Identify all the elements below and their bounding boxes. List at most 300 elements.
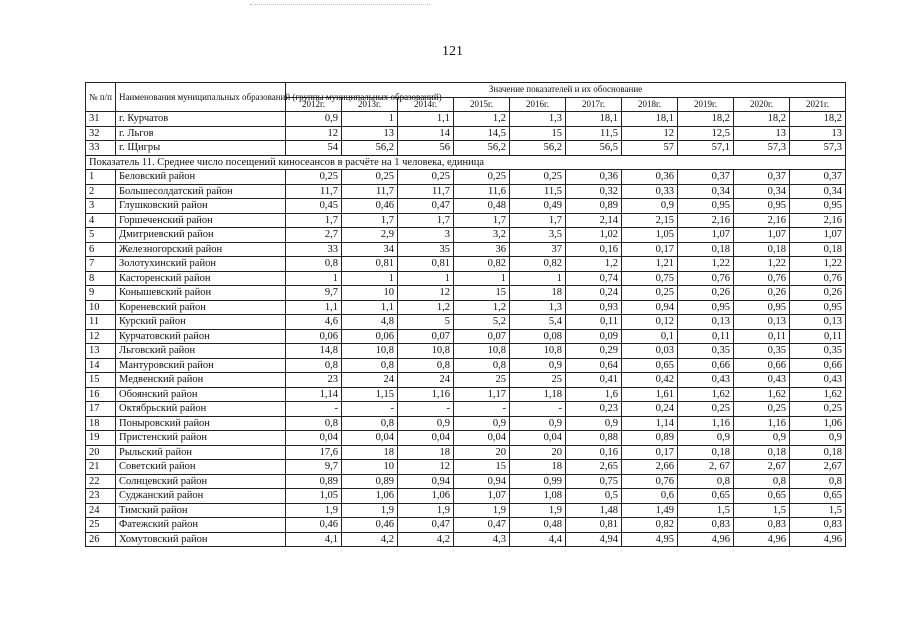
indicator-value: 1,9 <box>342 503 398 518</box>
indicator-value: 2,15 <box>622 213 678 228</box>
table-body <box>86 112 846 547</box>
indicator-value: 0,95 <box>678 199 734 214</box>
indicator-value: 11,5 <box>566 126 622 141</box>
indicator-value: 0,6 <box>622 489 678 504</box>
indicator-value: 2,9 <box>342 228 398 243</box>
indicator-value: 11,7 <box>286 184 342 199</box>
indicator-value: 1,06 <box>342 489 398 504</box>
indicator-value: 57 <box>622 141 678 156</box>
indicator-value: 0,06 <box>342 329 398 344</box>
indicator-value: 0,8 <box>734 474 790 489</box>
indicator-value: 10,8 <box>342 344 398 359</box>
indicator-value: 0,81 <box>398 257 454 272</box>
row-number: 22 <box>86 474 116 489</box>
table-row <box>86 242 846 257</box>
indicator-value: 2,14 <box>566 213 622 228</box>
indicator-value: 3 <box>398 228 454 243</box>
indicator-value: 23 <box>286 373 342 388</box>
indicator-value: 0,13 <box>678 315 734 330</box>
indicator-value: 14,5 <box>454 126 510 141</box>
indicator-value: 0,8 <box>286 358 342 373</box>
indicator-value: 0,89 <box>342 474 398 489</box>
indicator-value: 0,18 <box>678 445 734 460</box>
indicator-value: 2,7 <box>286 228 342 243</box>
indicator-value: 3,2 <box>454 228 510 243</box>
indicator-value: 1,9 <box>510 503 566 518</box>
row-number: 15 <box>86 373 116 388</box>
indicator-value: 2,67 <box>790 460 846 475</box>
municipality-name: Курчатовский район <box>116 329 286 344</box>
indicator-value: 1,2 <box>398 300 454 315</box>
indicator-value: 11,7 <box>398 184 454 199</box>
municipality-name: Суджанский район <box>116 489 286 504</box>
indicator-value: 4,8 <box>342 315 398 330</box>
table-row <box>86 518 846 533</box>
page-number: 121 <box>442 44 463 59</box>
indicator-value: 1,7 <box>286 213 342 228</box>
indicator-value: 0,24 <box>566 286 622 301</box>
indicator-value: 15 <box>510 126 566 141</box>
municipality-name: Большесолдатский район <box>116 184 286 199</box>
municipality-name: Советский район <box>116 460 286 475</box>
indicator-value: 2,16 <box>734 213 790 228</box>
indicator-value: 1,9 <box>398 503 454 518</box>
indicator-value: 0,9 <box>566 416 622 431</box>
indicator-value: 1,5 <box>790 503 846 518</box>
row-number: 31 <box>86 112 116 127</box>
table-row <box>86 402 846 417</box>
municipality-name: Солнцевский район <box>116 474 286 489</box>
indicator-value: 4,2 <box>398 532 454 547</box>
municipality-name: Касторенский район <box>116 271 286 286</box>
table-row <box>86 387 846 402</box>
indicator-value: 0,95 <box>790 300 846 315</box>
municipality-name: Беловский район <box>116 170 286 185</box>
indicator-value: 1,17 <box>454 387 510 402</box>
table-row <box>86 271 846 286</box>
indicator-value: 0,9 <box>622 199 678 214</box>
indicator-value: 10,8 <box>454 344 510 359</box>
indicator-value: 1,62 <box>678 387 734 402</box>
indicator-value: 1,62 <box>790 387 846 402</box>
row-number: 25 <box>86 518 116 533</box>
indicator-value: 0,76 <box>790 271 846 286</box>
indicator-value: 1,7 <box>342 213 398 228</box>
municipality-name: Поныровский район <box>116 416 286 431</box>
municipality-name: Пристенский район <box>116 431 286 446</box>
municipality-name: г. Курчатов <box>116 112 286 127</box>
table-row <box>86 112 846 127</box>
indicator-value: 1,02 <box>566 228 622 243</box>
table-row <box>86 373 846 388</box>
indicator-value: 0,74 <box>566 271 622 286</box>
section-row <box>86 155 846 170</box>
table-row <box>86 199 846 214</box>
indicator-value: 0,9 <box>790 431 846 446</box>
indicator-value: 1,3 <box>510 112 566 127</box>
indicator-value: 0,76 <box>678 271 734 286</box>
indicator-value: 1,16 <box>678 416 734 431</box>
indicator-value: 0,89 <box>286 474 342 489</box>
indicator-value: 0,04 <box>510 431 566 446</box>
indicator-value: 33 <box>286 242 342 257</box>
scan-artifact-line <box>250 4 430 5</box>
indicator-value: 0,8 <box>454 358 510 373</box>
municipality-name: Глушковский район <box>116 199 286 214</box>
indicator-value: - <box>286 402 342 417</box>
header-year: 2020г. <box>734 97 790 112</box>
indicator-value: 0,82 <box>510 257 566 272</box>
indicator-value: 0,06 <box>286 329 342 344</box>
indicator-value: 0,81 <box>566 518 622 533</box>
indicator-value: 4,4 <box>510 532 566 547</box>
row-number: 10 <box>86 300 116 315</box>
indicator-value: 0,1 <box>622 329 678 344</box>
indicator-value: 1,07 <box>790 228 846 243</box>
indicator-value: 15 <box>454 286 510 301</box>
indicator-value: 0,37 <box>734 170 790 185</box>
indicator-value: 11,6 <box>454 184 510 199</box>
row-number: 5 <box>86 228 116 243</box>
indicator-value: 0,83 <box>678 518 734 533</box>
indicator-value: 0,95 <box>734 300 790 315</box>
indicator-value: 20 <box>454 445 510 460</box>
table-row <box>86 141 846 156</box>
indicator-value: 1,14 <box>622 416 678 431</box>
indicator-value: 0,75 <box>566 474 622 489</box>
header-number: № п/п <box>86 83 116 112</box>
indicator-value: 0,48 <box>510 518 566 533</box>
indicator-value: 4,6 <box>286 315 342 330</box>
row-number: 2 <box>86 184 116 199</box>
indicator-value: 0,04 <box>454 431 510 446</box>
indicator-value: 0,25 <box>342 170 398 185</box>
indicator-value: 1,49 <box>622 503 678 518</box>
indicator-value: 0,81 <box>342 257 398 272</box>
indicator-value: 1,2 <box>454 300 510 315</box>
indicator-value: 0,11 <box>678 329 734 344</box>
row-number: 8 <box>86 271 116 286</box>
indicator-value: 1,18 <box>510 387 566 402</box>
municipality-name: Курский район <box>116 315 286 330</box>
table-row <box>86 532 846 547</box>
table-row <box>86 489 846 504</box>
indicator-value: 0,41 <box>566 373 622 388</box>
indicator-value: - <box>342 402 398 417</box>
indicator-value: 18,1 <box>566 112 622 127</box>
indicator-value: 0,37 <box>678 170 734 185</box>
indicator-value: 0,26 <box>734 286 790 301</box>
indicator-value: 0,12 <box>622 315 678 330</box>
indicator-value: 15 <box>454 460 510 475</box>
indicator-value: 14,8 <box>286 344 342 359</box>
indicator-value: 1,16 <box>398 387 454 402</box>
indicator-value: 1,1 <box>342 300 398 315</box>
indicator-value: 0,24 <box>622 402 678 417</box>
indicator-value: 0,8 <box>286 416 342 431</box>
indicator-value: 0,13 <box>734 315 790 330</box>
indicator-value: 0,11 <box>790 329 846 344</box>
indicator-value: 37 <box>510 242 566 257</box>
indicator-value: 0,11 <box>566 315 622 330</box>
indicator-value: 0,25 <box>510 170 566 185</box>
indicator-value: - <box>454 402 510 417</box>
indicator-value: 0,9 <box>734 431 790 446</box>
indicator-value: 1,22 <box>678 257 734 272</box>
indicator-value: 0,23 <box>566 402 622 417</box>
indicator-value: 56,2 <box>454 141 510 156</box>
indicator-value: 0,13 <box>790 315 846 330</box>
indicator-value: 1,05 <box>286 489 342 504</box>
indicator-value: 0,36 <box>566 170 622 185</box>
header-year: 2017г. <box>566 97 622 112</box>
table-row <box>86 445 846 460</box>
indicator-value: 0,8 <box>286 257 342 272</box>
indicator-table <box>85 82 846 547</box>
indicator-value: 25 <box>454 373 510 388</box>
indicator-value: 35 <box>398 242 454 257</box>
indicator-value: 1,6 <box>566 387 622 402</box>
table-row <box>86 503 846 518</box>
indicator-value: 0,47 <box>454 518 510 533</box>
indicator-value: 1,07 <box>454 489 510 504</box>
indicator-value: 0,75 <box>622 271 678 286</box>
indicator-value: 0,89 <box>566 199 622 214</box>
indicator-value: 0,88 <box>566 431 622 446</box>
row-number: 4 <box>86 213 116 228</box>
municipality-name: Медвенский район <box>116 373 286 388</box>
indicator-value: 12 <box>398 286 454 301</box>
indicator-value: 0,18 <box>678 242 734 257</box>
indicator-value: 1,7 <box>398 213 454 228</box>
indicator-value: 0,66 <box>678 358 734 373</box>
row-number: 12 <box>86 329 116 344</box>
indicator-value: 56 <box>398 141 454 156</box>
indicator-value: 0,93 <box>566 300 622 315</box>
indicator-value: 0,49 <box>510 199 566 214</box>
indicator-value: 4,96 <box>790 532 846 547</box>
indicator-value: 12 <box>622 126 678 141</box>
header-year: 2015г. <box>454 97 510 112</box>
indicator-value: 12 <box>286 126 342 141</box>
municipality-name: Фатежский район <box>116 518 286 533</box>
indicator-value: 0,76 <box>734 271 790 286</box>
indicator-value: 0,89 <box>622 431 678 446</box>
indicator-value: 0,95 <box>790 199 846 214</box>
indicator-value: 24 <box>342 373 398 388</box>
indicator-value: 2,65 <box>566 460 622 475</box>
indicator-value: 0,08 <box>510 329 566 344</box>
indicator-value: 1,2 <box>454 112 510 127</box>
indicator-value: 34 <box>342 242 398 257</box>
table-row <box>86 474 846 489</box>
indicator-value: 18 <box>510 286 566 301</box>
indicator-value: 0,47 <box>398 199 454 214</box>
indicator-value: 1,48 <box>566 503 622 518</box>
municipality-name: Золотухинский район <box>116 257 286 272</box>
indicator-value: 10,8 <box>510 344 566 359</box>
table-row <box>86 460 846 475</box>
indicator-value: 14 <box>398 126 454 141</box>
indicator-value: 0,83 <box>790 518 846 533</box>
indicator-value: 1,1 <box>398 112 454 127</box>
indicator-value: 1,62 <box>734 387 790 402</box>
indicator-value: 0,33 <box>622 184 678 199</box>
municipality-name: Дмитриевский район <box>116 228 286 243</box>
indicator-value: 0,95 <box>734 199 790 214</box>
header-year: 2013г. <box>342 97 398 112</box>
row-number: 32 <box>86 126 116 141</box>
indicator-value: 18,2 <box>678 112 734 127</box>
row-number: 14 <box>86 358 116 373</box>
municipality-name: Хомутовский район <box>116 532 286 547</box>
municipality-name: Рыльский район <box>116 445 286 460</box>
indicator-value: 0,9 <box>510 416 566 431</box>
indicator-value: 4,96 <box>734 532 790 547</box>
indicator-value: 0,65 <box>734 489 790 504</box>
indicator-value: 0,9 <box>678 431 734 446</box>
municipality-name: Железногорский район <box>116 242 286 257</box>
table-row <box>86 286 846 301</box>
header-year: 2014г. <box>398 97 454 112</box>
indicator-value: 20 <box>510 445 566 460</box>
indicator-value: 1,3 <box>510 300 566 315</box>
indicator-value: 4,94 <box>566 532 622 547</box>
table-row <box>86 257 846 272</box>
indicator-value: 9,7 <box>286 460 342 475</box>
indicator-value: 0,48 <box>454 199 510 214</box>
indicator-value: 2, 67 <box>678 460 734 475</box>
indicator-value: 11,7 <box>342 184 398 199</box>
indicator-value: 0,25 <box>454 170 510 185</box>
row-number: 26 <box>86 532 116 547</box>
indicator-value: 1,06 <box>398 489 454 504</box>
indicator-value: 5 <box>398 315 454 330</box>
indicator-value: 4,96 <box>678 532 734 547</box>
indicator-value: 0,17 <box>622 445 678 460</box>
indicator-value: 0,83 <box>734 518 790 533</box>
municipality-name: Октябрьский район <box>116 402 286 417</box>
indicator-value: 9,7 <box>286 286 342 301</box>
municipality-name: Обоянский район <box>116 387 286 402</box>
row-number: 19 <box>86 431 116 446</box>
indicator-value: 1 <box>510 271 566 286</box>
table-row <box>86 126 846 141</box>
row-number: 1 <box>86 170 116 185</box>
indicator-value: 1,61 <box>622 387 678 402</box>
municipality-name: Тимский район <box>116 503 286 518</box>
indicator-value: 0,46 <box>342 199 398 214</box>
indicator-value: 0,04 <box>398 431 454 446</box>
indicator-value: 3,5 <box>510 228 566 243</box>
indicator-value: 2,66 <box>622 460 678 475</box>
row-number: 11 <box>86 315 116 330</box>
municipality-name: Горшеченский район <box>116 213 286 228</box>
indicator-value: 13 <box>734 126 790 141</box>
table-row <box>86 300 846 315</box>
indicator-value: 0,8 <box>342 358 398 373</box>
indicator-value: 56,5 <box>566 141 622 156</box>
indicator-value: 1,14 <box>286 387 342 402</box>
table-row <box>86 170 846 185</box>
indicator-value: 56,2 <box>342 141 398 156</box>
indicator-value: 1,22 <box>734 257 790 272</box>
indicator-value: 0,9 <box>398 416 454 431</box>
indicator-value: 0,94 <box>622 300 678 315</box>
indicator-value: 0,26 <box>678 286 734 301</box>
indicator-value: 0,03 <box>622 344 678 359</box>
indicator-value: 1,06 <box>790 416 846 431</box>
indicator-value: 4,2 <box>342 532 398 547</box>
indicator-value: 1,5 <box>678 503 734 518</box>
row-number: 23 <box>86 489 116 504</box>
header-year: 2021г. <box>790 97 846 112</box>
indicator-value: 0,16 <box>566 445 622 460</box>
indicator-value: 12 <box>398 460 454 475</box>
indicator-value: 0,18 <box>734 445 790 460</box>
indicator-value: 0,9 <box>454 416 510 431</box>
indicator-value: 18,2 <box>790 112 846 127</box>
header-year: 2019г. <box>678 97 734 112</box>
indicator-value: 1,08 <box>510 489 566 504</box>
row-number: 9 <box>86 286 116 301</box>
table-row <box>86 315 846 330</box>
indicator-value: - <box>510 402 566 417</box>
table-row <box>86 416 846 431</box>
indicator-value: 0,94 <box>398 474 454 489</box>
indicator-value: 0,07 <box>454 329 510 344</box>
indicator-value: 0,25 <box>622 286 678 301</box>
indicator-value: 18,1 <box>622 112 678 127</box>
municipality-name: г. Льгов <box>116 126 286 141</box>
indicator-value: 0,11 <box>734 329 790 344</box>
row-number: 20 <box>86 445 116 460</box>
indicator-value: 0,9 <box>286 112 342 127</box>
table-row <box>86 344 846 359</box>
indicator-value: 0,45 <box>286 199 342 214</box>
indicator-value: 0,26 <box>790 286 846 301</box>
indicator-value: 18,2 <box>734 112 790 127</box>
indicator-value: - <box>398 402 454 417</box>
table-row <box>86 228 846 243</box>
indicator-value: 0,16 <box>566 242 622 257</box>
indicator-value: 0,35 <box>790 344 846 359</box>
indicator-value: 0,35 <box>678 344 734 359</box>
municipality-name: Мантуровский район <box>116 358 286 373</box>
indicator-value: 0,65 <box>790 489 846 504</box>
municipality-name: Конышевский район <box>116 286 286 301</box>
indicator-value: 0,82 <box>622 518 678 533</box>
indicator-value: 2,67 <box>734 460 790 475</box>
row-number: 3 <box>86 199 116 214</box>
indicator-value: 4,95 <box>622 532 678 547</box>
indicator-value: 0,34 <box>678 184 734 199</box>
indicator-value: 1,9 <box>454 503 510 518</box>
indicator-value: 0,9 <box>510 358 566 373</box>
indicator-value: 4,1 <box>286 532 342 547</box>
indicator-value: 0,25 <box>398 170 454 185</box>
indicator-value: 0,43 <box>734 373 790 388</box>
row-number: 18 <box>86 416 116 431</box>
indicator-value: 1 <box>454 271 510 286</box>
row-number: 13 <box>86 344 116 359</box>
row-number: 24 <box>86 503 116 518</box>
indicator-value: 1,07 <box>734 228 790 243</box>
indicator-value: 0,29 <box>566 344 622 359</box>
indicator-value: 0,99 <box>510 474 566 489</box>
indicator-value: 24 <box>398 373 454 388</box>
indicator-value: 18 <box>398 445 454 460</box>
